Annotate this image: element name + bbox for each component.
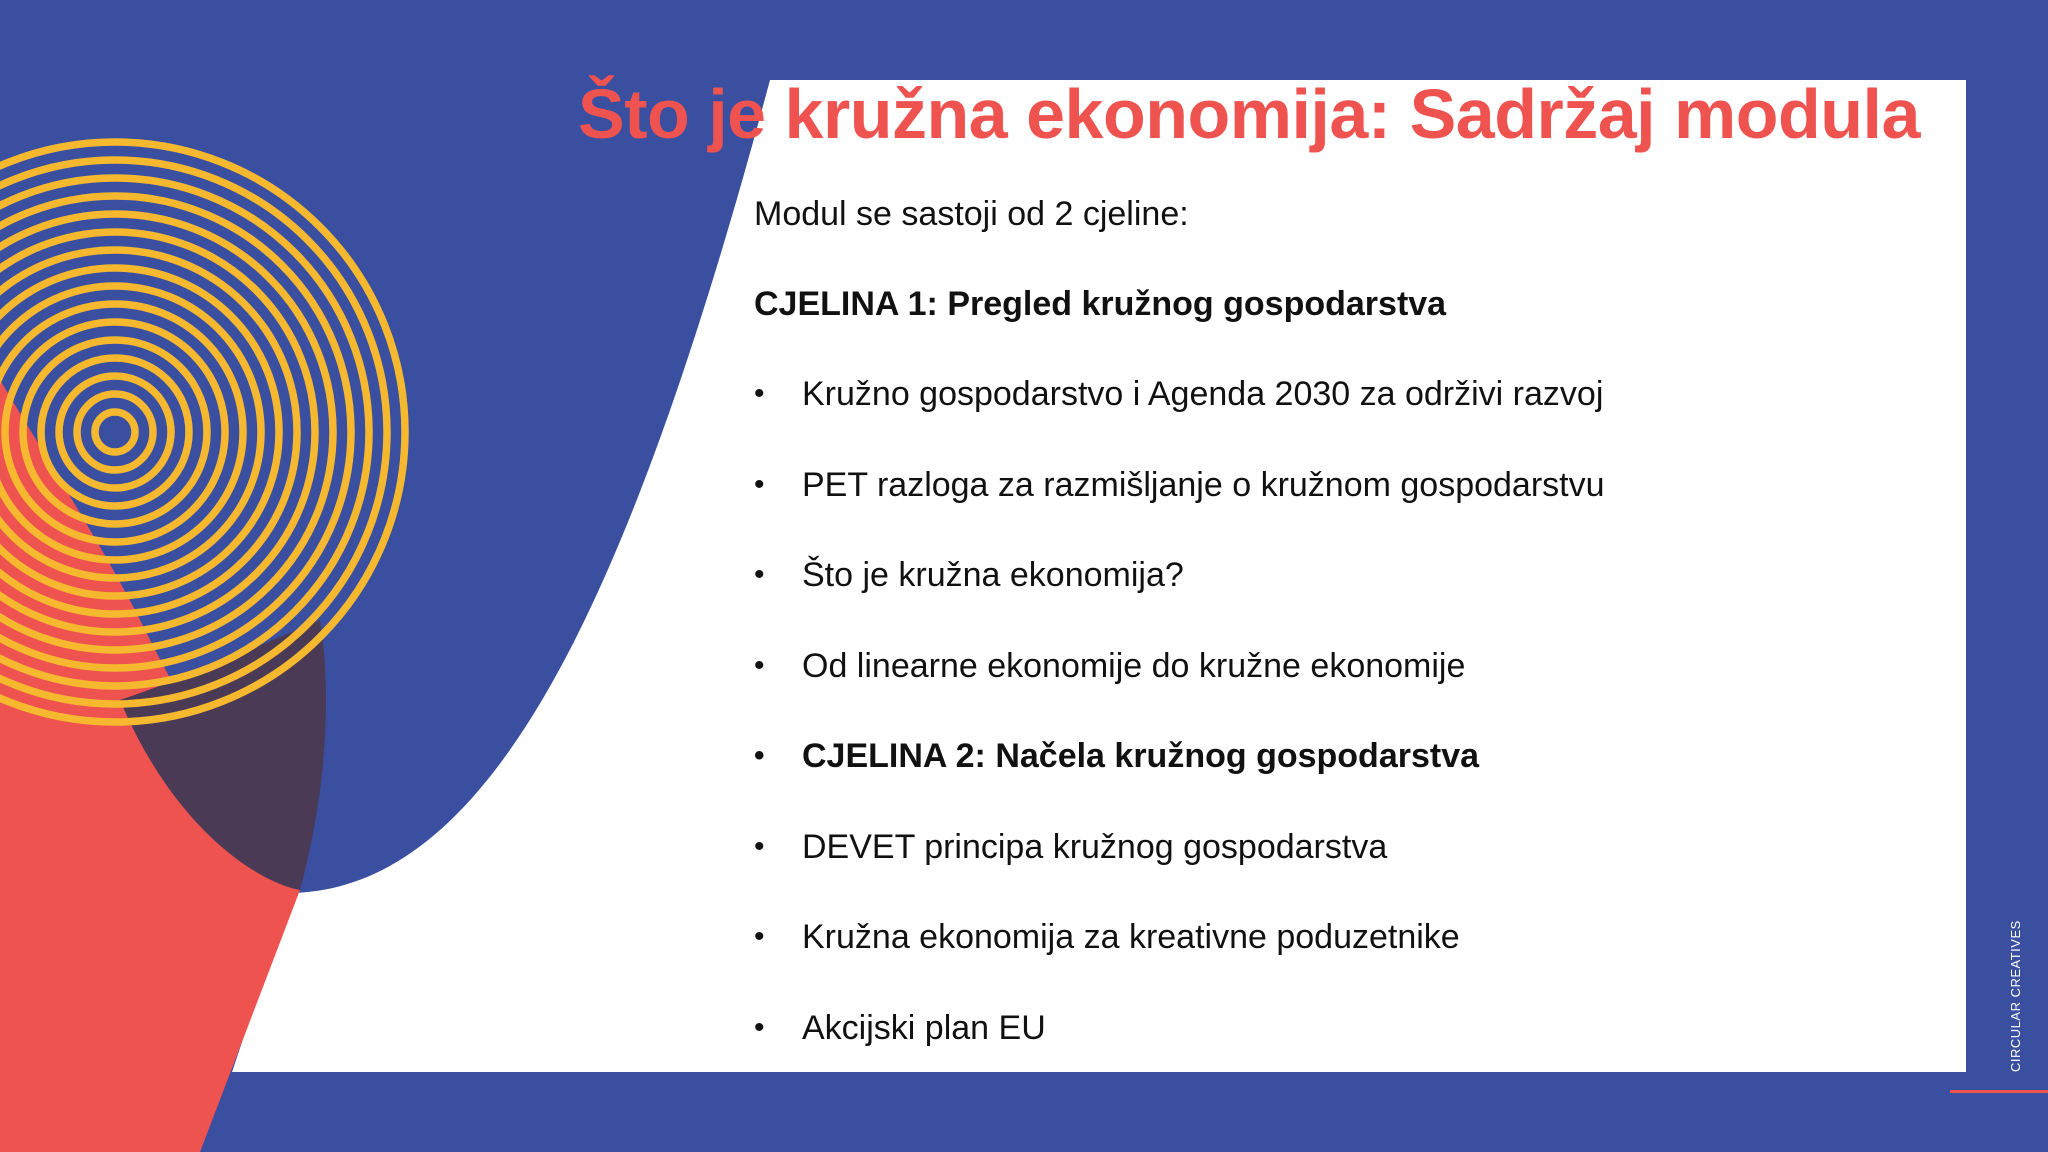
list-item-text: CJELINA 2: Načela kružnog gospodarstva — [802, 737, 1480, 775]
bullet-icon: • — [754, 829, 765, 863]
bullet-list — [754, 374, 1605, 1098]
list-item-text: Što je kružna ekonomija? — [802, 556, 1184, 594]
list-item-text: DEVET principa kružnog gospodarstva — [802, 827, 1388, 866]
side-brand-label: CIRCULAR CREATIVES — [2008, 920, 2023, 1072]
bullet-icon: • — [754, 558, 765, 591]
section-heading-1: CJELINA 1: Pregled kružnog gospodarstva — [754, 285, 1447, 323]
list-item — [754, 736, 1605, 827]
list-item-text: Kružna ekonomija za kreativne poduzetnike — [802, 918, 1460, 956]
list-item — [754, 827, 1605, 918]
bullet-icon: • — [754, 467, 765, 501]
list-item-text: Od linearne ekonomije do kružne ekonomije — [802, 646, 1466, 685]
list-item-text: PET razloga za razmišljanje o kružnom gospodarstvu — [802, 465, 1605, 504]
ring — [41, 358, 189, 506]
list-item — [754, 465, 1605, 556]
bullet-icon: • — [754, 920, 765, 953]
slide-title: Što je kružna ekonomija: Sadržaj modula — [578, 75, 1920, 153]
list-item-text: Akcijski plan EU — [802, 1008, 1046, 1047]
accent-line — [1950, 1090, 2048, 1093]
list-item — [754, 646, 1605, 737]
list-item — [754, 555, 1605, 646]
ring — [95, 412, 135, 452]
bullet-icon: • — [754, 739, 765, 772]
ring — [23, 340, 207, 524]
list-item — [754, 374, 1605, 465]
list-item — [754, 1008, 1605, 1099]
bullet-icon: • — [754, 648, 765, 682]
bullet-icon: • — [754, 1010, 765, 1044]
intro-text: Modul se sastoji od 2 cjeline: — [754, 195, 1189, 233]
ring — [77, 394, 153, 470]
bullet-icon: • — [754, 377, 765, 410]
list-item — [754, 917, 1605, 1008]
list-item-text: Kružno gospodarstvo i Agenda 2030 za održivi razvoj — [802, 375, 1604, 413]
